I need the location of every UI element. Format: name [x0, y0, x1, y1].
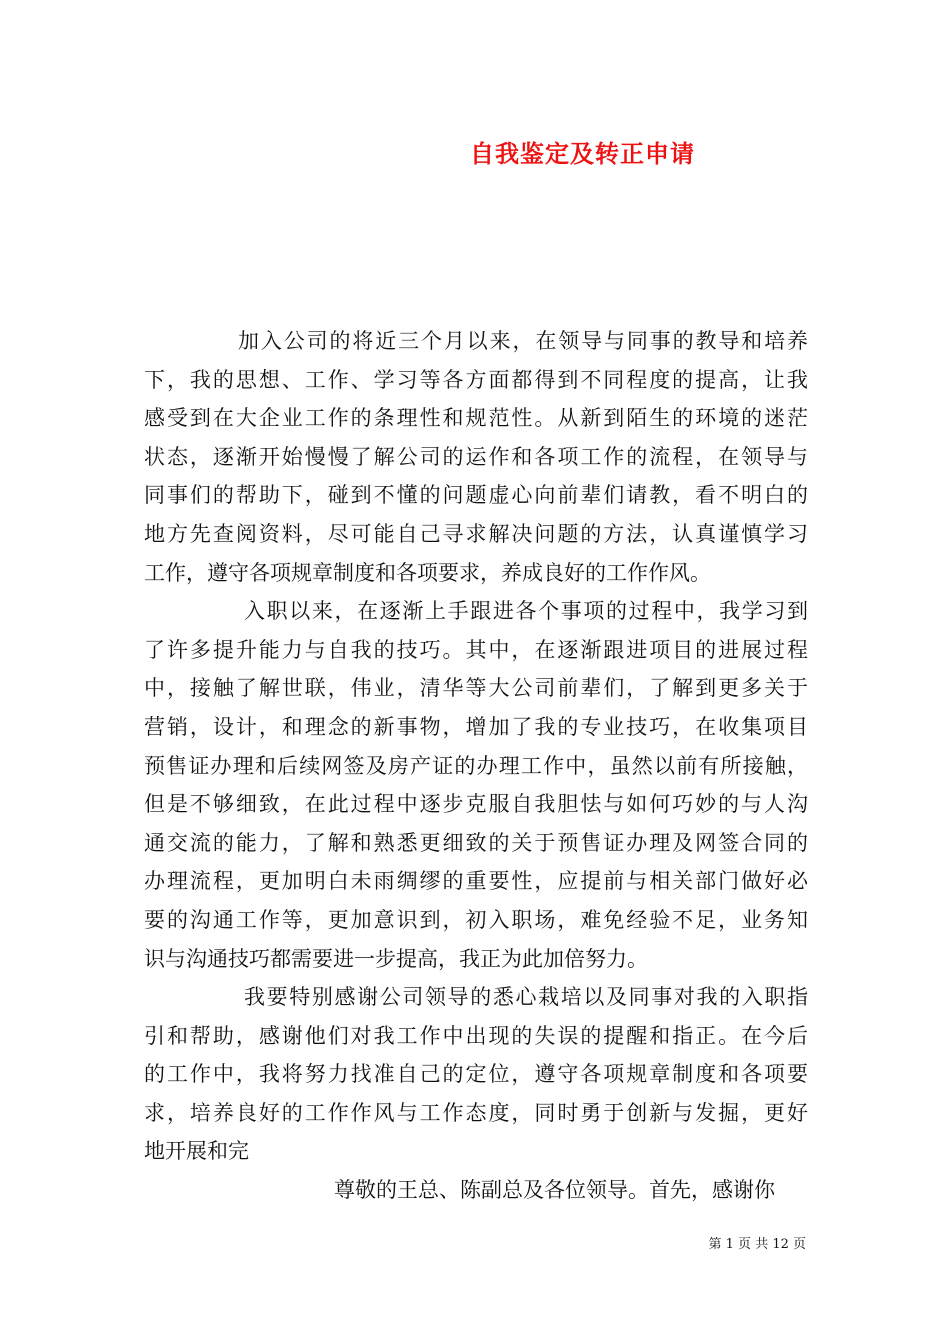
paragraph-line: 的工作中，我将努力找准自己的定位，遵守各项规章制度和各项要	[144, 1062, 808, 1087]
paragraph-2	[144, 592, 808, 978]
paragraph-line: 但是不够细致，在此过程中逐步克服自我胆怯与如何巧妙的与人沟	[144, 792, 808, 817]
paragraph-line: 同事们的帮助下，碰到不懂的问题虚心向前辈们请教，看不明白的	[144, 483, 808, 508]
paragraph-line: 了许多提升能力与自我的技巧。其中，在逐渐跟进项目的进展过程	[144, 637, 808, 662]
paragraph-line: 我要特别感谢公司领导的悉心栽培以及同事对我的入职指	[244, 985, 808, 1010]
paragraph-line: 识与沟通技巧都需要进一步提高，我正为此加倍努力。	[144, 946, 648, 971]
closing-paragraph	[144, 1171, 808, 1210]
paragraph-line: 入职以来，在逐渐上手跟进各个事项的过程中，我学习到	[244, 599, 808, 624]
paragraph-line: 办理流程，更加明白未雨绸缪的重要性，应提前与相关部门做好必	[144, 869, 808, 894]
paragraph-line: 营销，设计，和理念的新事物，增加了我的专业技巧，在收集项目	[144, 714, 808, 739]
paragraph-line: 地方先查阅资料，尽可能自己寻求解决问题的方法，认真谨慎学习	[144, 521, 808, 546]
paragraph-1	[144, 322, 808, 592]
paragraph-line: 地开展和完	[144, 1139, 249, 1164]
paragraph-line: 感受到在大企业工作的条理性和规范性。从新到陌生的环境的迷茫	[144, 406, 808, 431]
paragraph-line: 通交流的能力，了解和熟悉更细致的关于预售证办理及网签合同的	[144, 830, 808, 855]
paragraph-line: 求，培养良好的工作作风与工作态度，同时勇于创新与发掘，更好	[144, 1100, 808, 1125]
paragraph-3	[144, 978, 808, 1171]
paragraph-line: 要的沟通工作等，更加意识到，初入职场，难免经验不足，业务知	[144, 907, 808, 932]
paragraph-line: 工作，遵守各项规章制度和各项要求，养成良好的工作作风。	[144, 560, 711, 585]
paragraph-line: 加入公司的将近三个月以来，在领导与同事的教导和培养	[238, 329, 808, 353]
document-body	[144, 322, 808, 1210]
paragraph-line: 下，我的思想、工作、学习等各方面都得到不同程度的提高，让我	[144, 367, 808, 392]
page-footer: 第 1 页 共 12 页	[708, 1237, 806, 1252]
paragraph-line: 状态，逐渐开始慢慢了解公司的运作和各项工作的流程，在领导与	[144, 444, 808, 469]
paragraph-line: 预售证办理和后续网签及房产证的办理工作中，虽然以前有所接触，	[144, 753, 808, 778]
closing-line: 尊敬的王总、陈副总及各位领导。首先，感谢你	[334, 1178, 775, 1203]
paragraph-line: 中，接触了解世联，伟业，清华等大公司前辈们，了解到更多关于	[144, 676, 808, 701]
document-title: 自我鉴定及转正申请	[470, 139, 695, 168]
paragraph-line: 引和帮助，感谢他们对我工作中出现的失误的提醒和指正。在今后	[144, 1023, 808, 1048]
